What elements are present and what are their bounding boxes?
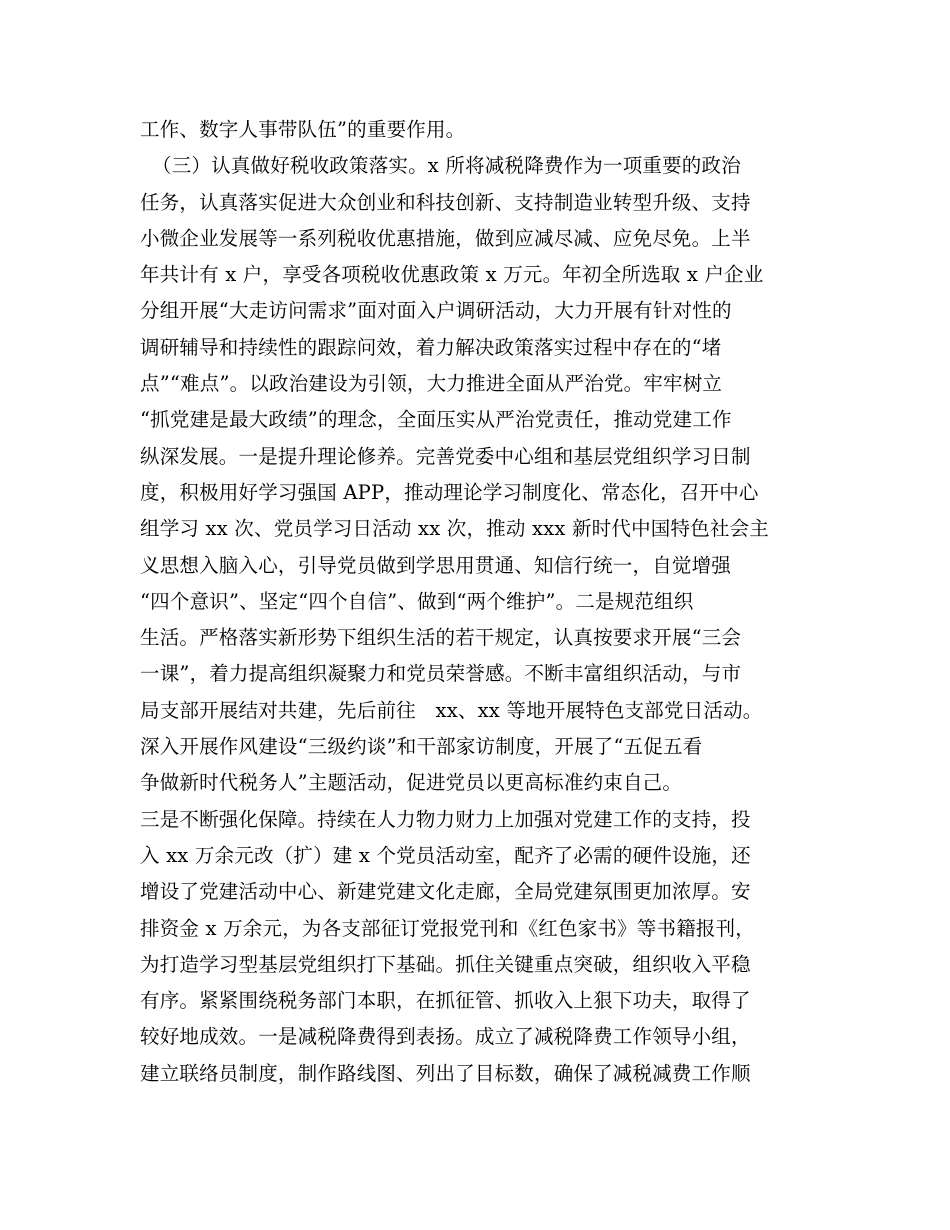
text-line: 组学习 xx 次、党员学习日活动 xx 次，推动 xxx 新时代中国特色社会主 <box>140 517 769 541</box>
text-line: 小微企业发展等一系列税收优惠措施，做到应减尽减、应免尽免。上半 <box>140 226 751 250</box>
text-line: “四个意识”、坚定“四个自信”、做到“两个维护”。二是规范组织 <box>140 589 694 613</box>
text-line: “抓党建是最大政绩”的理念，全面压实从严治党责任，推动党建工作 <box>140 408 732 432</box>
text-line: 调研辅导和持续性的跟踪问效，着力解决政策落实过程中存在的“堵 <box>140 335 722 359</box>
text-line: 义思想入脑入心，引导党员做到学思用贯通、知信行统一，自觉增强 <box>140 553 732 577</box>
text-line: 争做新时代税务人”主题活动，促进党员以更高标准约束自己。 <box>140 771 683 795</box>
text-line: 分组开展“大走访问需求”面对面入户调研活动，大力开展有针对性的 <box>140 299 732 323</box>
text-line: （三）认真做好税收政策落实。x 所将减税降费作为一项重要的政治 <box>152 154 741 178</box>
text-line: 较好地成效。一是减税降费得到表扬。成立了减税降费工作领导小组， <box>140 1025 751 1049</box>
text-line: 排资金 x 万余元，为各支部征订党报党刊和《红色家书》等书籍报刊， <box>140 916 755 940</box>
body-text <box>140 112 840 1092</box>
text-line: 工作、数字人事带队伍”的重要作用。 <box>140 118 466 141</box>
text-line: 三是不断强化保障。持续在人力物力财力上加强对党建工作的支持，投 <box>140 807 751 831</box>
text-line: 深入开展作风建设“三级约谈”和干部家访制度，开展了“五促五看 <box>140 735 703 759</box>
text-line: 入 xx 万余元改（扩）建 x 个党员活动室，配齐了必需的硬件设施，还 <box>140 843 751 867</box>
text-line: 局支部开展结对共建，先后前往 xx、xx 等地开展特色支部党日活动。 <box>140 698 763 722</box>
text-line: 一课”，着力提高组织凝聚力和党员荣誉感。不断丰富组织活动，与市 <box>140 662 742 686</box>
text-line: 有序。紧紧围绕税务部门本职，在抓征管、抓收入上狠下功夫，取得了 <box>140 989 751 1013</box>
text-line: 为打造学习型基层党组织打下基础。抓住关键重点突破，组织收入平稳 <box>140 952 751 976</box>
text-line: 纵深发展。一是提升理论修养。完善党委中心组和基层党组织学习日制 <box>140 444 751 468</box>
text-line: 年共计有 x 户，享受各项税收优惠政策 x 万元。年初全所选取 x 户企业 <box>140 263 764 287</box>
text-line: 建立联络员制度，制作路线图、列出了目标数，确保了减税减费工作顺 <box>140 1061 751 1085</box>
text-line: 增设了党建活动中心、新建党建文化走廊，全局党建氛围更加浓厚。安 <box>140 880 751 904</box>
text-line: 任务，认真落实促进大众创业和科技创新、支持制造业转型升级、支持 <box>140 190 751 214</box>
text-line: 度，积极用好学习强国 APP，推动理论学习制度化、常态化，召开中心 <box>140 480 759 504</box>
text-line: 点”“难点”。以政治建设为引领，大力推进全面从严治党。牢牢树立 <box>140 372 723 396</box>
text-line: 生活。严格落实新形势下组织生活的若干规定，认真按要求开展“三会 <box>140 626 742 650</box>
